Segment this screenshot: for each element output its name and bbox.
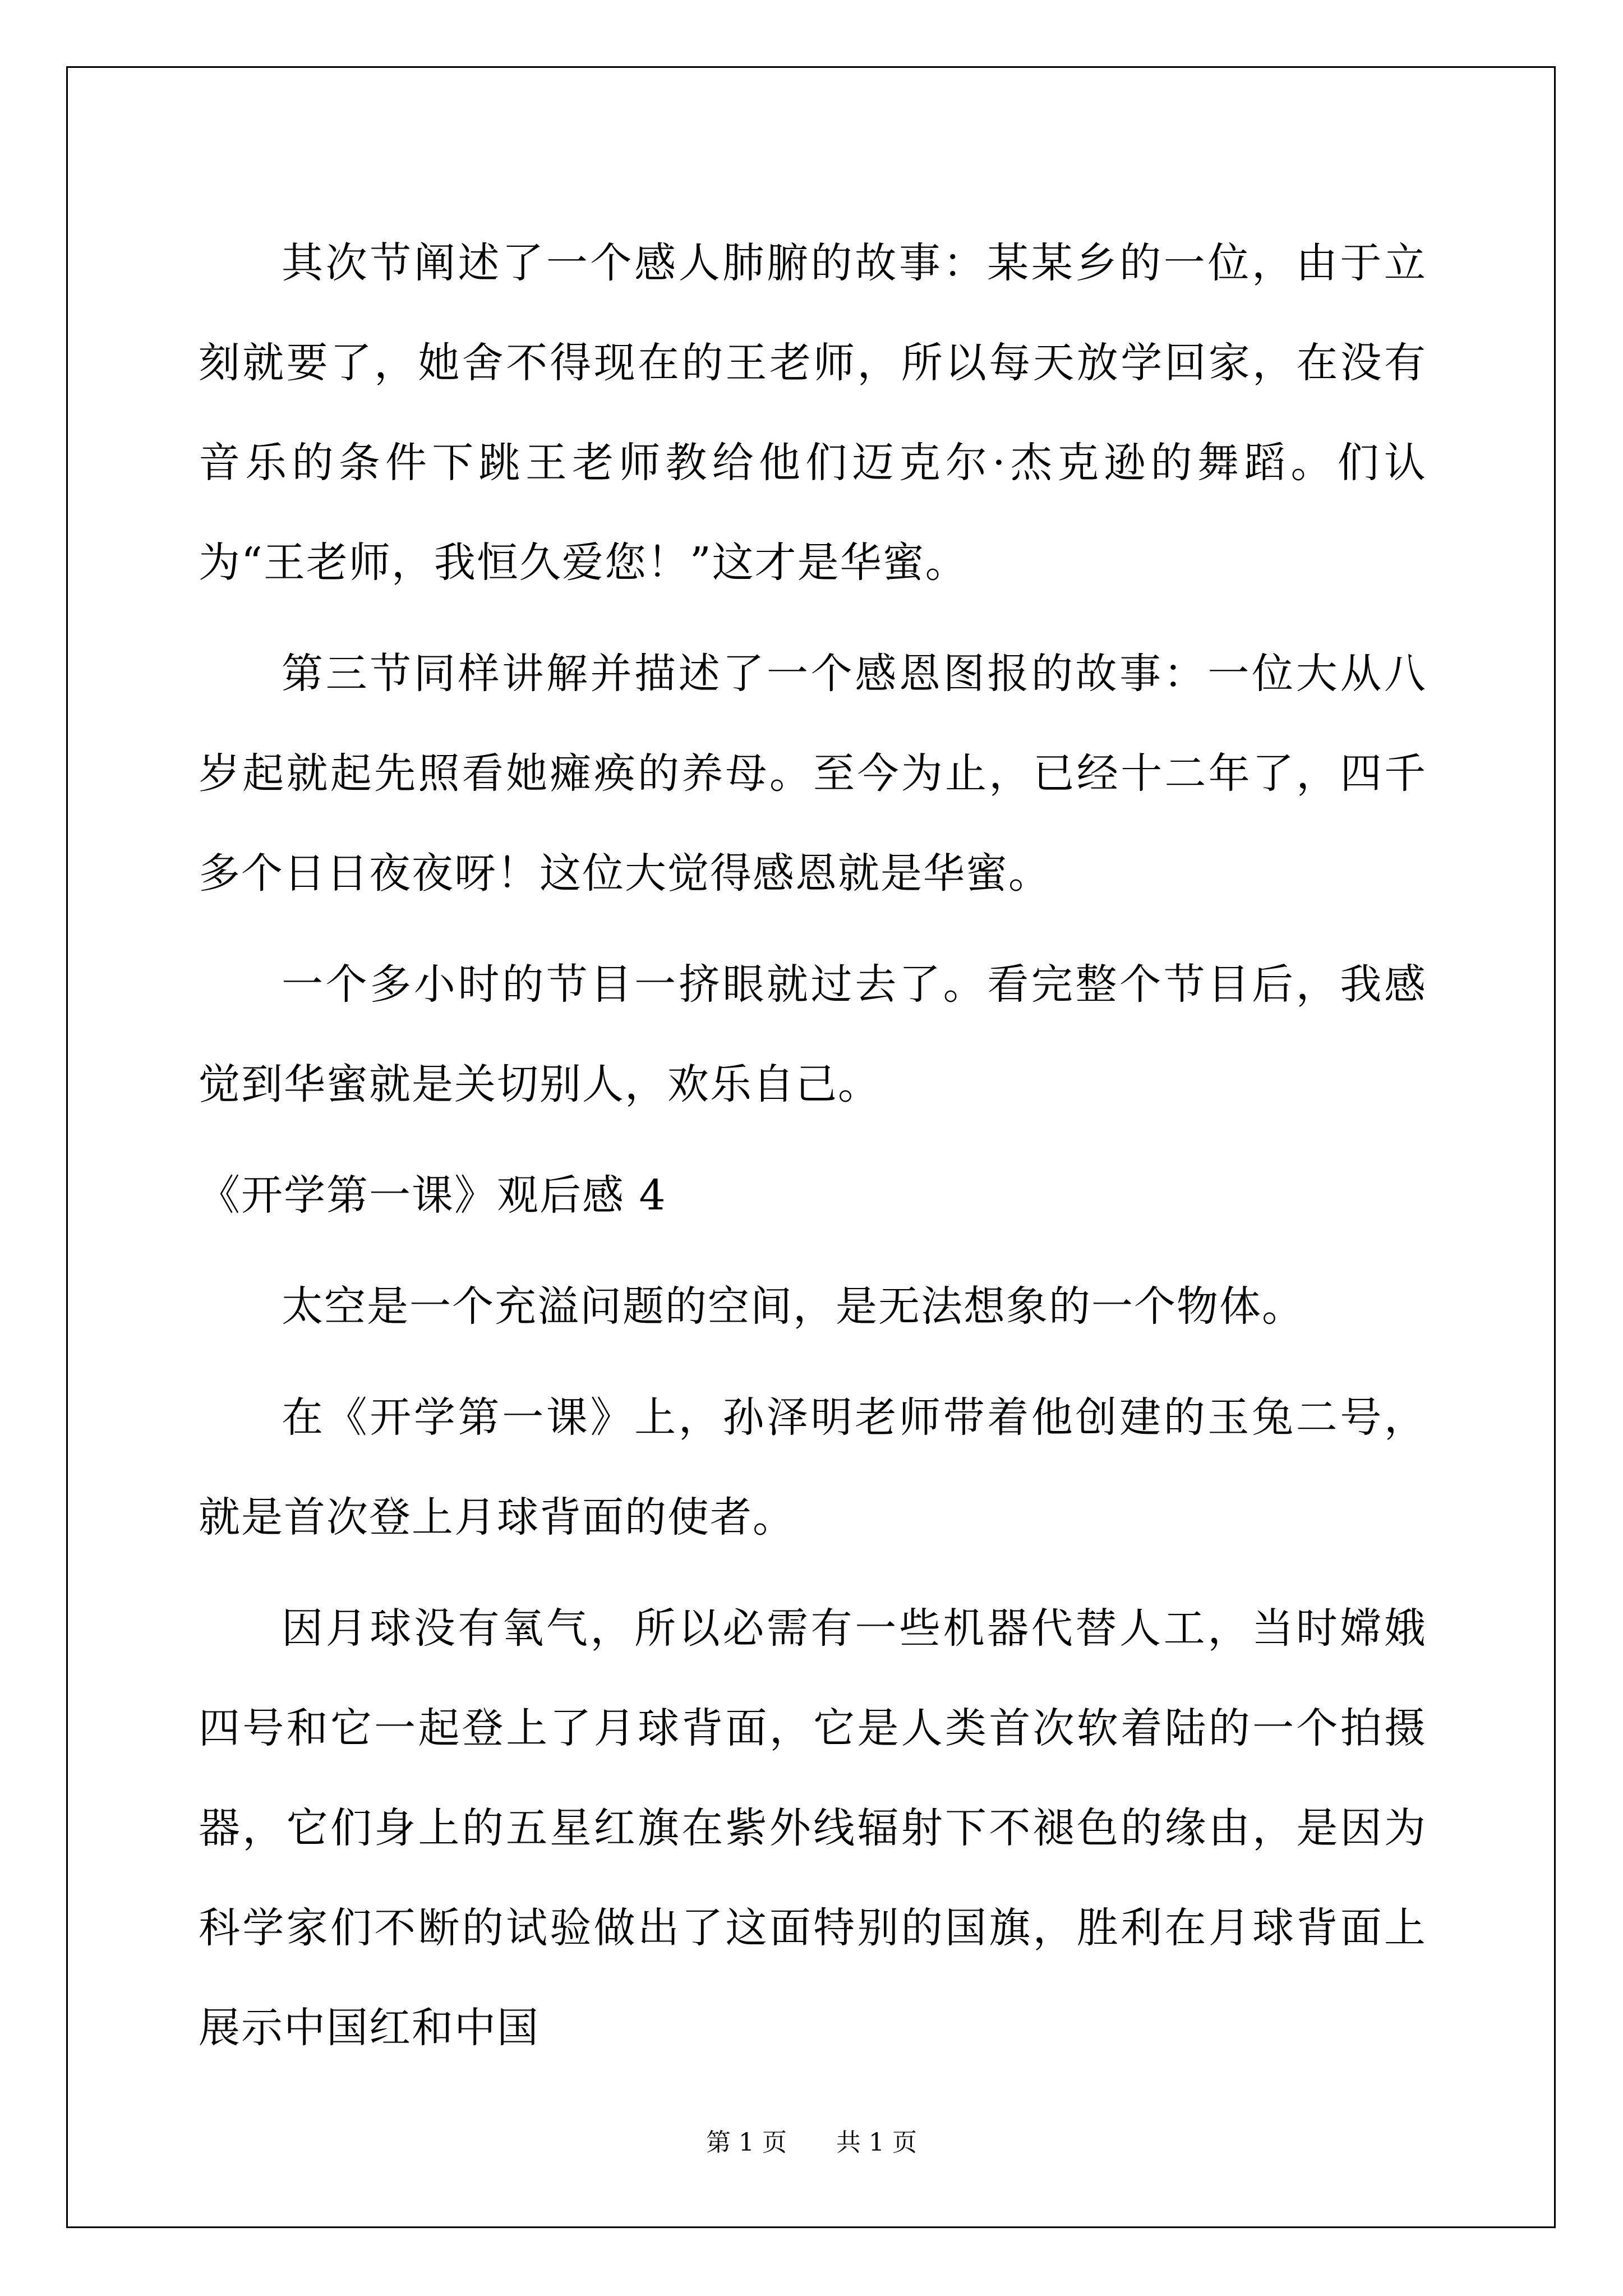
paragraph: 第三节同样讲解并描述了一个感恩图报的故事：一位大从八岁起就起先照看她瘫痪的养母。至今为止，已经十二年了，四千多个日日夜夜呀！这位大觉得感恩就是华蜜。 — [199, 650, 1427, 898]
paragraph: 因月球没有氧气，所以必需有一些机器代替人工，当时嫦娥四号和它一起登上了月球背面，它是人类首次软着陆的一个拍摄器，它们身上的五星红旗在紫外线辐射下不褪色的缘由，是因为科学家们不断的试验做出了这面特别的国旗，胜利在月球背面上展示中国红和中国 — [199, 1604, 1427, 2052]
paragraph: 一个多小时的节目一挤眼就过去了。看完整个节目后，我感觉到华蜜就是关切别人，欢乐自己。 — [199, 960, 1427, 1108]
paragraph: 太空是一个充溢问题的空间，是无法想象的一个物体。 — [282, 1282, 1304, 1331]
document-body — [199, 213, 1427, 2089]
section-heading: 《开学第一课》观后感 4 — [199, 1171, 667, 1220]
page-footer — [0, 2126, 1623, 2160]
page-number-current: 第 1 页 — [706, 2128, 787, 2157]
paragraph: 在《开学第一课》上，孙泽明老师带着他创建的玉兔二号，就是首次登上月球背面的使者。 — [199, 1393, 1427, 1542]
paragraph: 其次节阐述了一个感人肺腑的故事：某某乡的一位，由于立刻就要了，她舍不得现在的王老师，所以每天放学回家，在没有音乐的条件下跳王老师教给他们迈克尔·杰克逊的舞蹈。们认为“王老师，我恒久爱您！”这才是华蜜。 — [199, 239, 1427, 587]
page-number-total: 共 1 页 — [836, 2128, 917, 2157]
